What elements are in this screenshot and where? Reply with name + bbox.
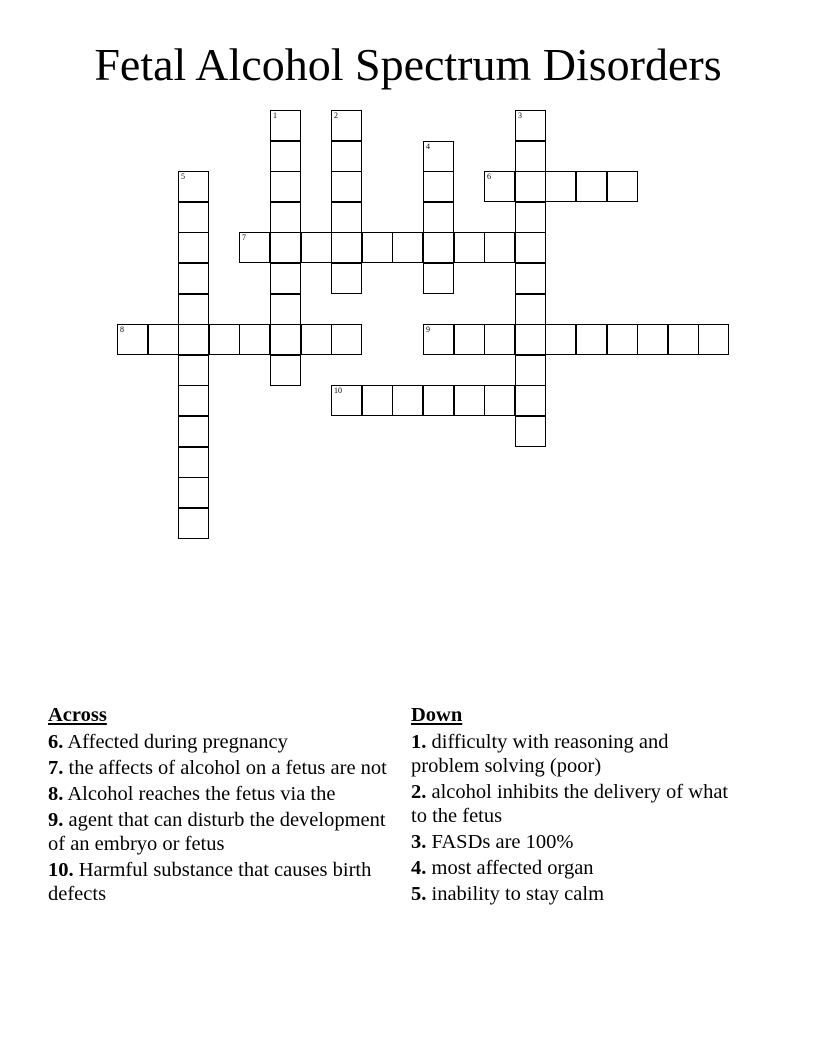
crossword-cell[interactable] (239, 232, 270, 263)
crossword-cell[interactable] (454, 324, 485, 355)
clue-number: 8. (48, 783, 64, 805)
clue-number: 2. (411, 781, 427, 803)
crossword-cell[interactable] (545, 171, 576, 202)
crossword-cell[interactable] (270, 324, 301, 355)
crossword-cell[interactable] (423, 263, 454, 294)
crossword-cell[interactable] (515, 324, 546, 355)
crossword-cell[interactable] (178, 232, 209, 263)
crossword-cell[interactable] (178, 263, 209, 294)
crossword-cell[interactable] (423, 202, 454, 233)
clue-text: Alcohol reaches the fetus via the (67, 783, 336, 805)
clue-number: 4. (411, 857, 427, 879)
crossword-cell[interactable] (515, 202, 546, 233)
crossword-cell[interactable] (454, 232, 485, 263)
crossword-cell[interactable] (270, 355, 301, 386)
down-clue-3 (411, 830, 741, 854)
crossword-cell[interactable] (423, 385, 454, 416)
clue-text: the affects of alcohol on a fetus are not (68, 757, 387, 779)
crossword-cell[interactable] (178, 477, 209, 508)
clue-number: 10. (48, 859, 74, 881)
down-clue-1 (411, 730, 741, 778)
crossword-cell[interactable] (148, 324, 179, 355)
down-heading: Down (411, 704, 463, 726)
clue-text: agent that can disturb the development of an embryo or fetus (48, 809, 386, 855)
down-clues (411, 703, 741, 908)
crossword-cell[interactable] (515, 141, 546, 172)
crossword-grid (0, 0, 816, 520)
clue-text: difficulty with reasoning and problem solving (poor) (411, 731, 669, 777)
crossword-cell[interactable] (607, 324, 638, 355)
crossword-cell[interactable] (331, 324, 362, 355)
crossword-cell[interactable] (270, 171, 301, 202)
across-clue-10 (48, 858, 388, 906)
across-clue-9 (48, 808, 388, 856)
crossword-cell[interactable] (362, 232, 393, 263)
crossword-cell[interactable] (515, 263, 546, 294)
clue-number: 6. (48, 731, 64, 753)
crossword-cell[interactable] (178, 447, 209, 478)
crossword-cell[interactable] (423, 141, 454, 172)
cell-number: 2 (334, 111, 338, 120)
crossword-cell[interactable] (270, 110, 301, 141)
down-clue-2 (411, 780, 741, 828)
crossword-cell[interactable] (331, 385, 362, 416)
crossword-cell[interactable] (392, 232, 423, 263)
clue-number: 3. (411, 831, 427, 853)
crossword-cell[interactable] (392, 385, 423, 416)
crossword-cell[interactable] (515, 416, 546, 447)
crossword-cell[interactable] (576, 324, 607, 355)
crossword-cell[interactable] (362, 385, 393, 416)
clue-text: inability to stay calm (431, 883, 605, 905)
crossword-cell[interactable] (331, 171, 362, 202)
cell-number: 10 (334, 386, 342, 395)
crossword-cell[interactable] (484, 232, 515, 263)
cell-number: 7 (242, 233, 246, 242)
cell-number: 8 (120, 325, 124, 334)
crossword-cell[interactable] (270, 263, 301, 294)
cell-number: 5 (181, 172, 185, 181)
crossword-cell[interactable] (239, 324, 270, 355)
crossword-cell[interactable] (178, 355, 209, 386)
crossword-cell[interactable] (301, 324, 332, 355)
cell-number: 9 (426, 325, 430, 334)
crossword-cell[interactable] (484, 171, 515, 202)
across-heading: Across (48, 704, 107, 726)
cell-number: 3 (518, 111, 522, 120)
clue-text: most affected organ (431, 857, 594, 879)
crossword-cell[interactable] (331, 202, 362, 233)
down-clue-5 (411, 882, 741, 906)
crossword-cell[interactable] (270, 202, 301, 233)
puzzle-title: Fetal Alcohol Spectrum Disorders (94, 39, 722, 90)
crossword-cell[interactable] (576, 171, 607, 202)
crossword-cell[interactable] (331, 110, 362, 141)
clue-text: FASDs are 100% (431, 831, 574, 853)
crossword-cell[interactable] (484, 385, 515, 416)
clue-number: 7. (48, 757, 64, 779)
clue-text: Harmful substance that causes birth defects (48, 859, 372, 905)
crossword-cell[interactable] (178, 171, 209, 202)
across-clue-7 (48, 756, 388, 780)
crossword-cell[interactable] (331, 232, 362, 263)
crossword-cell[interactable] (301, 232, 332, 263)
crossword-cell[interactable] (209, 324, 240, 355)
crossword-cell[interactable] (178, 324, 209, 355)
crossword-cell[interactable] (270, 294, 301, 325)
crossword-cell[interactable] (178, 202, 209, 233)
down-clue-4 (411, 856, 741, 880)
crossword-cell[interactable] (698, 324, 729, 355)
across-clues (48, 703, 388, 908)
crossword-cell[interactable] (117, 324, 148, 355)
crossword-cell[interactable] (178, 294, 209, 325)
crossword-cell[interactable] (668, 324, 699, 355)
clue-number: 1. (411, 731, 427, 753)
crossword-cell[interactable] (178, 508, 209, 539)
crossword-cell[interactable] (178, 416, 209, 447)
clue-text: alcohol inhibits the delivery of what to the fetus (411, 781, 729, 827)
crossword-cell[interactable] (515, 294, 546, 325)
cell-number: 4 (426, 142, 430, 151)
clue-text: Affected during pregnancy (67, 731, 288, 753)
crossword-cell[interactable] (545, 324, 576, 355)
crossword-cell[interactable] (423, 171, 454, 202)
crossword-cell[interactable] (515, 385, 546, 416)
crossword-cell[interactable] (515, 110, 546, 141)
crossword-cell[interactable] (515, 232, 546, 263)
crossword-cell[interactable] (454, 385, 485, 416)
crossword-cell[interactable] (484, 324, 515, 355)
cell-number: 1 (273, 111, 277, 120)
crossword-cell[interactable] (607, 171, 638, 202)
clue-number: 5. (411, 883, 427, 905)
crossword-cell[interactable] (515, 171, 546, 202)
crossword-cell[interactable] (637, 324, 668, 355)
crossword-cell[interactable] (423, 232, 454, 263)
crossword-cell[interactable] (270, 141, 301, 172)
cell-number: 6 (487, 172, 491, 181)
crossword-cell[interactable] (423, 324, 454, 355)
crossword-cell[interactable] (331, 141, 362, 172)
crossword-cell[interactable] (270, 232, 301, 263)
across-clue-6 (48, 730, 388, 754)
clue-number: 9. (48, 809, 64, 831)
crossword-cell[interactable] (331, 263, 362, 294)
crossword-cell[interactable] (515, 355, 546, 386)
across-clue-8 (48, 782, 388, 806)
crossword-cell[interactable] (178, 385, 209, 416)
